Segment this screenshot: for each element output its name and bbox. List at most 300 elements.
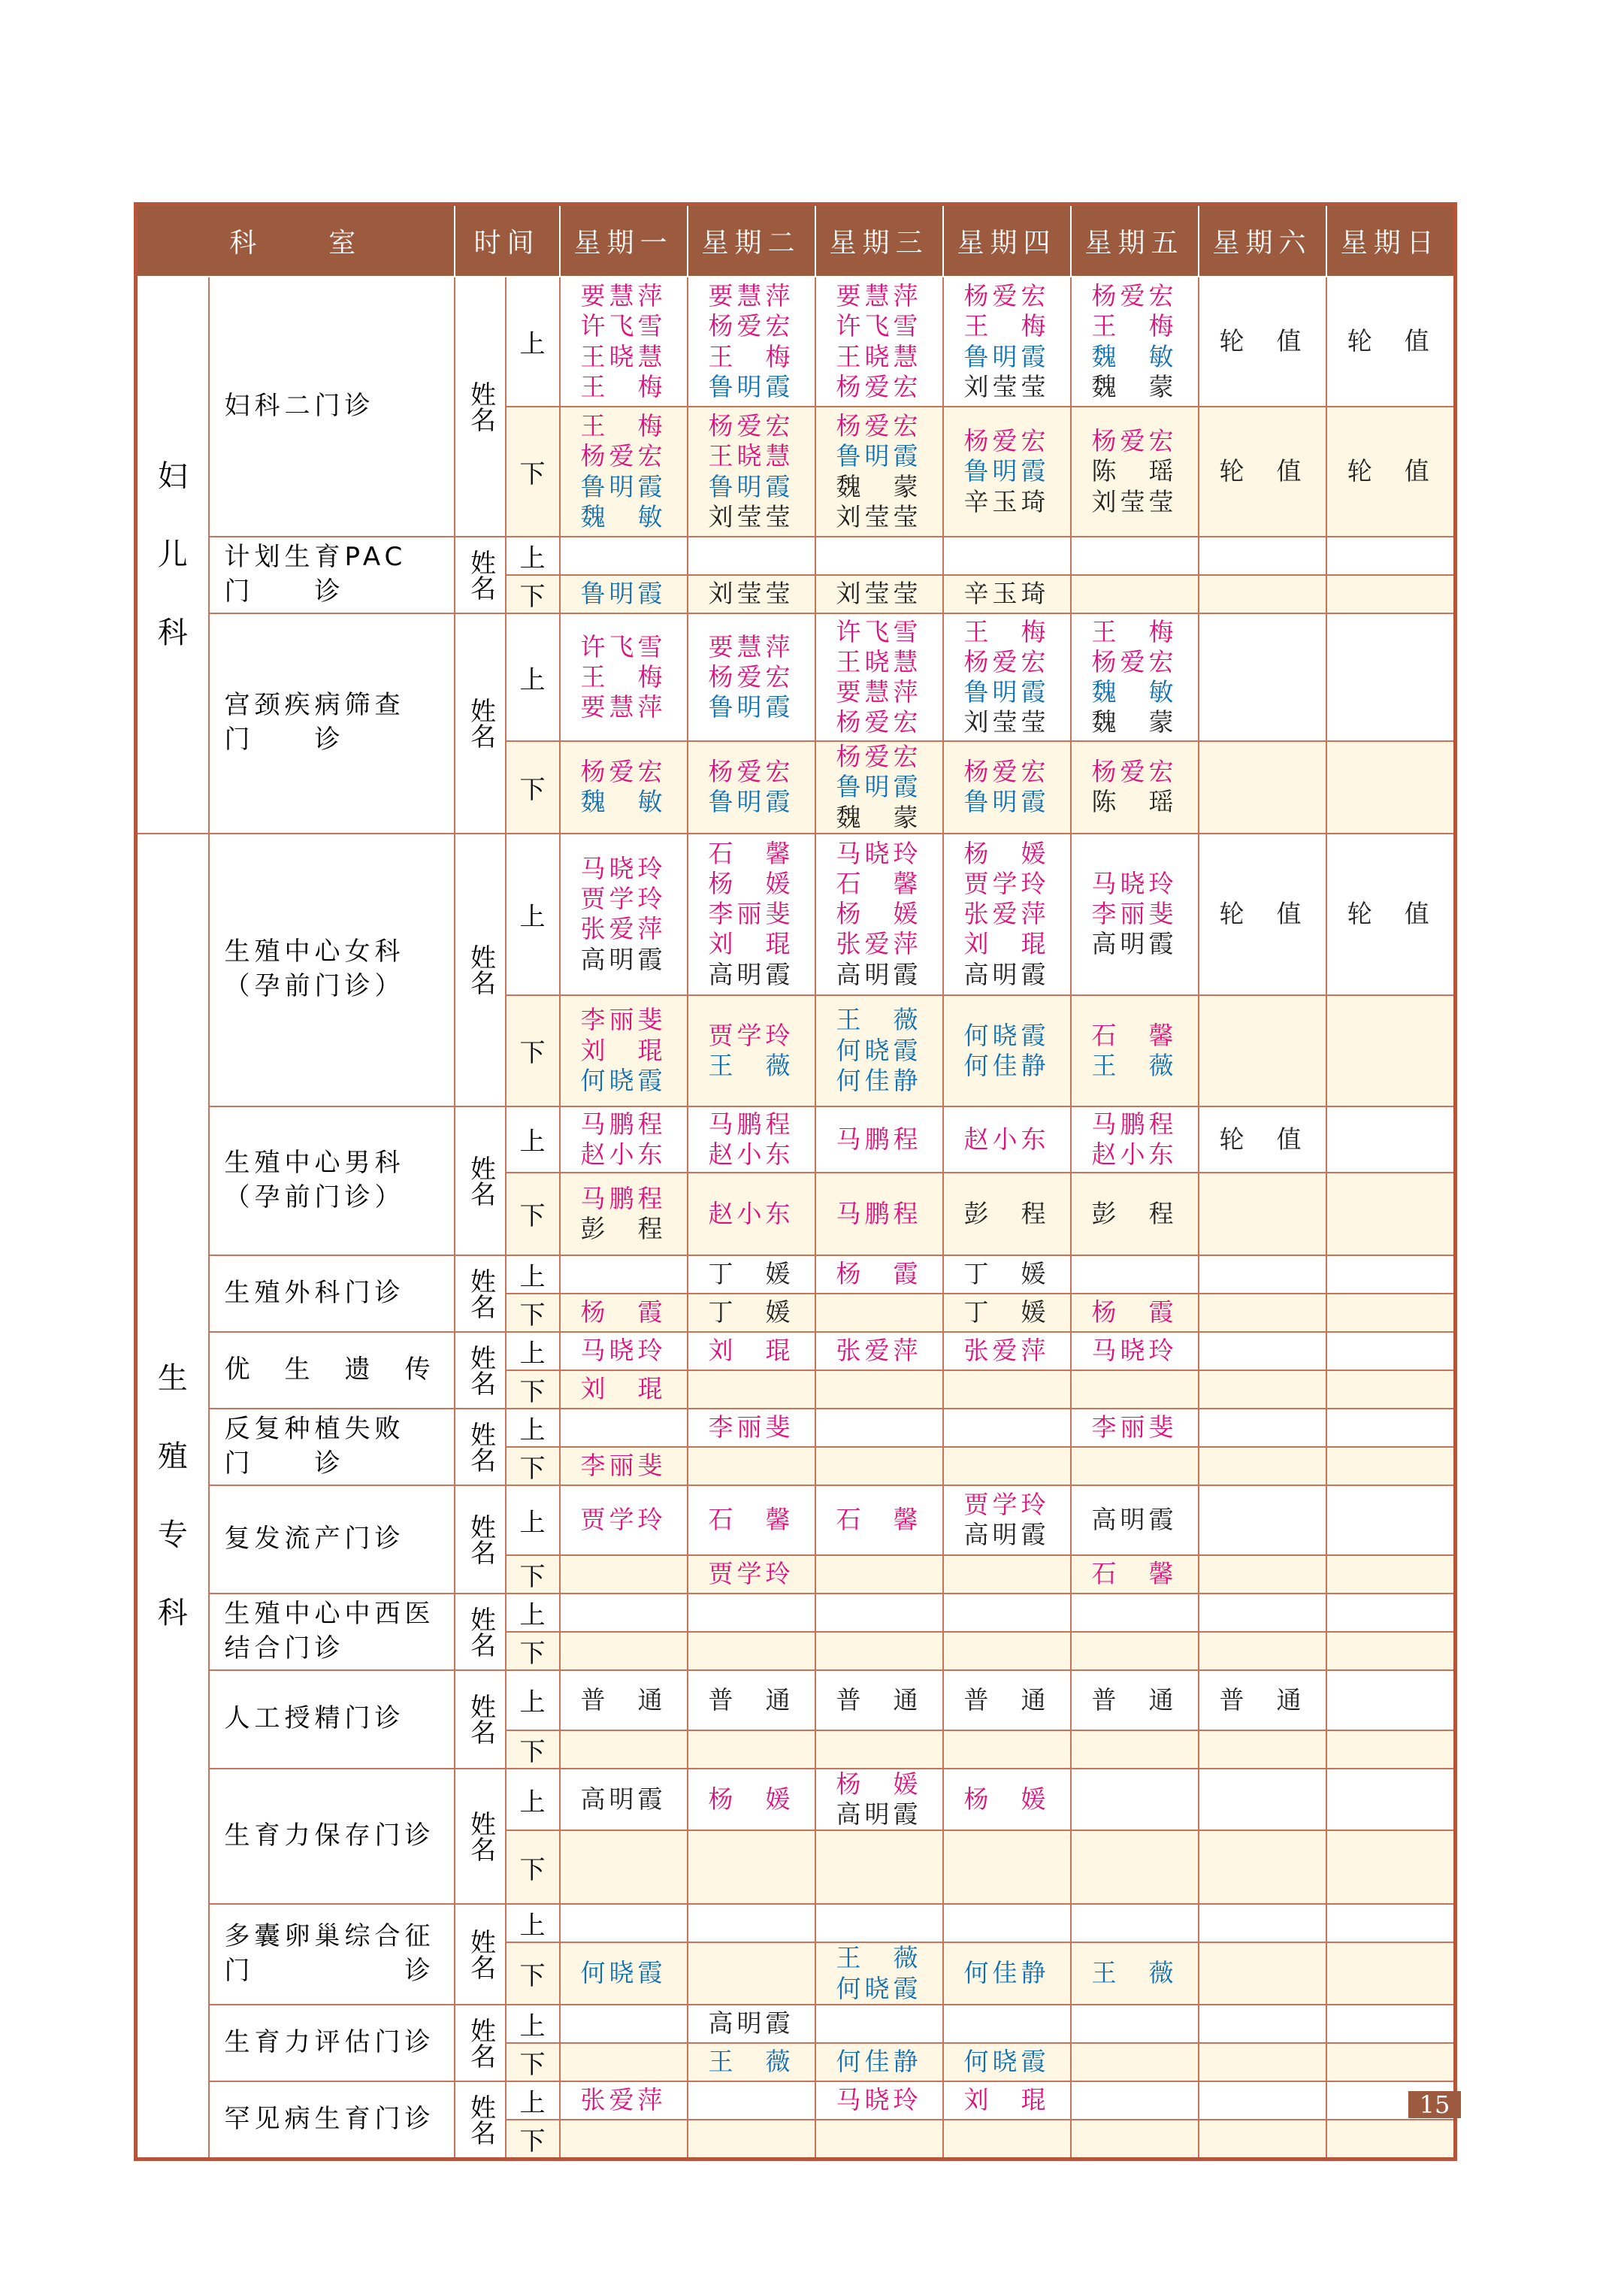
day-cell [560, 1904, 688, 1942]
day-cell [1199, 2120, 1326, 2160]
schedule-row-am [136, 1594, 1456, 1632]
doctor-name: 刘莹莹 [708, 579, 794, 609]
doctor-name: 杨爱宏 [836, 371, 922, 401]
doctor-name: 刘莹莹 [836, 579, 922, 609]
doctor-name: 鲁明霞 [963, 677, 1050, 707]
day-cell [688, 995, 815, 1106]
day-cell [943, 1255, 1071, 1294]
day-cell [943, 2081, 1071, 2120]
time-slot-pm: 下 [506, 1173, 560, 1255]
day-cell [1199, 1370, 1326, 1409]
day-cell [1071, 1670, 1199, 1730]
doctor-name: 马晓玲 [580, 853, 667, 883]
day-cell [560, 834, 688, 995]
day-cell [1071, 2043, 1199, 2081]
day-cell [815, 1594, 943, 1632]
doctor-name: 马鹏程 [836, 1124, 922, 1154]
clinic-name [209, 1409, 455, 1485]
doctor-name: 刘莹莹 [1091, 486, 1178, 516]
day-cell [1199, 1830, 1326, 1904]
doctor-name: 马晓玲 [836, 2085, 922, 2115]
day-cell [943, 1106, 1071, 1173]
doctor-name: 何晓霞 [580, 1958, 667, 1988]
day-cell [815, 1106, 943, 1173]
day-cell [688, 1730, 815, 1769]
doctor-name: 马晓玲 [580, 1336, 667, 1366]
day-cell [688, 1594, 815, 1632]
clinic-name-line: 生殖中心中西医 [224, 1598, 435, 1629]
day-cell [688, 575, 815, 613]
clinic-name-line: 罕见病生育门诊 [224, 2103, 435, 2134]
doctor-name: 魏 蒙 [836, 802, 922, 832]
day-cell [943, 575, 1071, 613]
day-cell [1326, 575, 1456, 613]
header-day-wed: 星期三 [815, 204, 943, 277]
clinic-name-line: 人工授精门诊 [224, 1703, 405, 1734]
day-cell [688, 2120, 815, 2160]
doctor-name: 李丽斐 [580, 1451, 667, 1481]
name-label: 姓名 [455, 537, 506, 613]
day-cell [1199, 1594, 1326, 1632]
day-cell [688, 1447, 815, 1485]
category-char: 妇 [157, 459, 188, 495]
day-cell [1071, 1173, 1199, 1255]
day-cell [1199, 1255, 1326, 1294]
day-cell [688, 1106, 815, 1173]
day-cell [1326, 537, 1456, 575]
doctor-name: 杨 媛 [963, 838, 1050, 868]
day-cell [1326, 1555, 1456, 1594]
clinic-name [209, 613, 455, 834]
name-label: 姓名 [455, 1769, 506, 1905]
day-cell [1071, 1632, 1199, 1670]
day-cell [560, 1370, 688, 1409]
doctor-name: 何晓霞 [963, 1020, 1050, 1050]
day-cell [943, 2043, 1071, 2081]
day-cell [1071, 1730, 1199, 1769]
doctor-name: 赵小东 [580, 1139, 667, 1169]
day-cell [688, 2081, 815, 2120]
day-cell [815, 1370, 943, 1409]
doctor-name: 高明霞 [580, 944, 667, 974]
schedule-row-am [136, 1106, 1456, 1173]
schedule-row-am [136, 1409, 1456, 1447]
day-cell [1326, 741, 1456, 834]
doctor-name: 杨 媛 [708, 1784, 794, 1814]
time-slot-pm: 下 [506, 1730, 560, 1769]
doctor-name: 石 馨 [836, 868, 922, 898]
doctor-name: 杨 媛 [836, 1769, 922, 1799]
header-day-tue: 星期二 [688, 204, 815, 277]
day-cell [943, 1594, 1071, 1632]
day-cell [560, 277, 688, 407]
day-cell [815, 741, 943, 834]
day-cell [1326, 1670, 1456, 1730]
day-cell [560, 1830, 688, 1904]
day-cell [1199, 1730, 1326, 1769]
time-slot-pm: 下 [506, 2120, 560, 2160]
doctor-name: 鲁明霞 [836, 772, 922, 802]
clinic-name-line: 计划生育PAC [224, 542, 407, 573]
header-day-fri: 星期五 [1071, 204, 1199, 277]
day-cell [1326, 995, 1456, 1106]
doctor-name: 刘莹莹 [708, 501, 794, 531]
doctor-name: 张爱萍 [836, 1336, 922, 1366]
name-label: 姓名 [455, 834, 506, 1106]
doctor-name: 杨爱宏 [580, 441, 667, 471]
day-cell [1071, 613, 1199, 741]
day-cell [815, 613, 943, 741]
doctor-name: 王晓慧 [836, 646, 922, 676]
doctor-name: 石 馨 [836, 1505, 922, 1535]
clinic-name [209, 1255, 455, 1332]
name-label: 姓名 [455, 1594, 506, 1670]
day-cell [943, 995, 1071, 1106]
doctor-name: 杨 霞 [1091, 1297, 1178, 1327]
day-cell [560, 1670, 688, 1730]
time-slot-pm: 下 [506, 1632, 560, 1670]
clinic-name-line: （孕前门诊） [224, 971, 405, 1002]
day-cell [688, 537, 815, 575]
clinic-name-line: 门 诊 [224, 1956, 435, 1986]
doctor-name: 鲁明霞 [963, 341, 1050, 371]
doctor-name: 轮 值 [1219, 899, 1305, 929]
clinic-name [209, 1904, 455, 2005]
doctor-name: 彭 程 [580, 1213, 667, 1243]
doctor-name: 贾学玲 [963, 868, 1050, 898]
doctor-name: 杨爱宏 [963, 426, 1050, 456]
day-cell [688, 1173, 815, 1255]
day-cell [1071, 1447, 1199, 1485]
clinic-name [209, 2081, 455, 2160]
time-slot-am: 上 [506, 537, 560, 575]
day-cell [815, 1332, 943, 1370]
day-cell [815, 2120, 943, 2160]
doctor-name: 丁 媛 [708, 1259, 794, 1289]
day-cell [1326, 1594, 1456, 1632]
time-slot-am: 上 [506, 1332, 560, 1370]
day-cell [943, 1294, 1071, 1332]
day-cell [688, 1632, 815, 1670]
day-cell [560, 1409, 688, 1447]
day-cell [560, 1255, 688, 1294]
day-cell [815, 1632, 943, 1670]
day-cell [1326, 277, 1456, 407]
doctor-name: 杨 霞 [580, 1297, 667, 1327]
time-slot-am: 上 [506, 2005, 560, 2043]
day-cell [1326, 1447, 1456, 1485]
doctor-name: 杨爱宏 [836, 742, 922, 771]
day-cell [1326, 834, 1456, 995]
category-char: 殖 [157, 1439, 188, 1474]
doctor-name: 杨爱宏 [708, 411, 794, 440]
doctor-name: 普 通 [1091, 1684, 1178, 1715]
day-cell [943, 1409, 1071, 1447]
doctor-name: 张爱萍 [963, 899, 1050, 929]
day-cell [688, 407, 815, 537]
doctor-name: 杨 霞 [836, 1259, 922, 1289]
doctor-name: 何佳静 [836, 1065, 922, 1095]
doctor-name: 赵小东 [708, 1139, 794, 1169]
day-cell [815, 1555, 943, 1594]
doctor-name: 杨爱宏 [580, 757, 667, 787]
day-cell [815, 1670, 943, 1730]
clinic-name [209, 1332, 455, 1409]
time-slot-pm: 下 [506, 1294, 560, 1332]
schedule-row-am [136, 1255, 1456, 1294]
clinic-name-line: 生殖中心男科 [224, 1147, 405, 1178]
day-cell [560, 2081, 688, 2120]
schedule-body [136, 277, 1456, 2159]
doctor-name: 普 通 [836, 1684, 922, 1715]
day-cell [1199, 2043, 1326, 2081]
doctor-name: 石 馨 [708, 838, 794, 868]
clinic-name [209, 1106, 455, 1255]
doctor-name: 魏 敏 [580, 787, 667, 817]
clinic-name [209, 1769, 455, 1905]
day-cell [1199, 1485, 1326, 1555]
day-cell [943, 277, 1071, 407]
doctor-name: 张爱萍 [580, 914, 667, 944]
day-cell [560, 741, 688, 834]
schedule-row-am [136, 834, 1456, 995]
day-cell [1071, 1769, 1199, 1831]
day-cell [1199, 2081, 1326, 2120]
day-cell [688, 1830, 815, 1904]
day-cell [815, 1942, 943, 2005]
doctor-name: 刘莹莹 [963, 707, 1050, 737]
day-cell [943, 1730, 1071, 1769]
day-cell [815, 1409, 943, 1447]
doctor-name: 高明霞 [836, 1799, 922, 1829]
doctor-name: 高明霞 [963, 959, 1050, 989]
doctor-name: 贾学玲 [708, 1559, 794, 1589]
day-cell [1071, 2120, 1199, 2160]
doctor-name: 张爱萍 [580, 2085, 667, 2115]
day-cell [1071, 277, 1199, 407]
time-slot-am: 上 [506, 613, 560, 741]
doctor-name: 鲁明霞 [708, 692, 794, 722]
day-cell [1071, 1294, 1199, 1332]
day-cell [1071, 1255, 1199, 1294]
doctor-name: 张爱萍 [963, 1336, 1050, 1366]
time-slot-pm: 下 [506, 1447, 560, 1485]
day-cell [815, 1255, 943, 1294]
doctor-name: 普 通 [963, 1684, 1050, 1715]
clinic-name [209, 1485, 455, 1594]
doctor-name: 普 通 [1219, 1684, 1305, 1715]
doctor-name: 王 梅 [580, 661, 667, 692]
day-cell [943, 1942, 1071, 2005]
doctor-name: 王 梅 [963, 311, 1050, 341]
clinic-name-line: 复发流产门诊 [224, 1523, 405, 1554]
day-cell [560, 1942, 688, 2005]
doctor-name: 魏 蒙 [836, 471, 922, 501]
doctor-name: 许飞雪 [580, 631, 667, 661]
time-slot-am: 上 [506, 1904, 560, 1942]
schedule-row-am [136, 277, 1456, 407]
doctor-name: 杨爱宏 [708, 311, 794, 341]
doctor-name: 杨爱宏 [1091, 646, 1178, 676]
name-label: 姓名 [455, 2081, 506, 2160]
doctor-name: 许飞雪 [836, 311, 922, 341]
day-cell [1199, 1670, 1326, 1730]
day-cell [1326, 1332, 1456, 1370]
clinic-name [209, 537, 455, 613]
doctor-name: 马鹏程 [836, 1198, 922, 1228]
clinic-name [209, 1670, 455, 1769]
header-day-mon: 星期一 [560, 204, 688, 277]
doctor-name: 杨爱宏 [1091, 281, 1178, 310]
day-cell [1326, 1409, 1456, 1447]
doctor-name: 魏 敏 [1091, 677, 1178, 707]
doctor-name: 石 馨 [708, 1505, 794, 1535]
doctor-name: 何晓霞 [963, 2047, 1050, 2077]
day-cell [688, 1670, 815, 1730]
doctor-name: 王 梅 [1091, 311, 1178, 341]
day-cell [1199, 407, 1326, 537]
day-cell [815, 1294, 943, 1332]
doctor-name: 要慧萍 [836, 281, 922, 310]
doctor-name: 贾学玲 [963, 1490, 1050, 1519]
doctor-name: 石 馨 [1091, 1020, 1178, 1050]
clinic-name-line: 反复种植失败 [224, 1413, 405, 1444]
day-cell [1071, 2005, 1199, 2043]
schedule-row-am [136, 1769, 1456, 1831]
day-cell [1199, 2005, 1326, 2043]
doctor-name: 彭 程 [1091, 1198, 1178, 1228]
day-cell [1071, 1370, 1199, 1409]
day-cell [815, 1730, 943, 1769]
doctor-name: 陈 瑶 [1091, 787, 1178, 817]
day-cell [943, 834, 1071, 995]
doctor-name: 普 通 [708, 1684, 794, 1715]
day-cell [943, 407, 1071, 537]
day-cell [1326, 1769, 1456, 1831]
doctor-name: 张爱萍 [836, 929, 922, 959]
doctor-name: 要慧萍 [836, 677, 922, 707]
time-slot-pm: 下 [506, 1555, 560, 1594]
doctor-name: 刘莹莹 [836, 501, 922, 531]
day-cell [688, 1904, 815, 1942]
doctor-name: 王 梅 [963, 616, 1050, 646]
day-cell [1326, 2005, 1456, 2043]
day-cell [943, 1555, 1071, 1594]
day-cell [1199, 575, 1326, 613]
clinic-name [209, 2005, 455, 2081]
doctor-name: 鲁明霞 [963, 456, 1050, 486]
time-slot-pm: 下 [506, 741, 560, 834]
day-cell [1326, 1255, 1456, 1294]
day-cell [688, 834, 815, 995]
schedule-row-am [136, 1670, 1456, 1730]
time-slot-am: 上 [506, 1409, 560, 1447]
doctor-name: 王晓慧 [836, 341, 922, 371]
day-cell [943, 537, 1071, 575]
day-cell [943, 2005, 1071, 2043]
doctor-name: 刘莹莹 [963, 371, 1050, 401]
doctor-name: 丁 媛 [963, 1259, 1050, 1289]
doctor-name: 魏 敏 [580, 501, 667, 531]
day-cell [1199, 1173, 1326, 1255]
day-cell [1199, 741, 1326, 834]
doctor-name: 轮 值 [1219, 326, 1305, 356]
doctor-name: 刘 琨 [708, 929, 794, 959]
day-cell [560, 537, 688, 575]
day-cell [1199, 1409, 1326, 1447]
doctor-name: 马晓玲 [836, 838, 922, 868]
clinic-name-line: 生殖中心女科 [224, 937, 405, 967]
doctor-name: 贾学玲 [580, 884, 667, 913]
day-cell [688, 1332, 815, 1370]
doctor-name: 王 梅 [708, 341, 794, 371]
doctor-name: 轮 值 [1347, 899, 1433, 929]
name-label: 姓名 [455, 613, 506, 834]
doctor-name: 李丽斐 [708, 899, 794, 929]
doctor-name: 杨爱宏 [963, 281, 1050, 310]
doctor-name: 马晓玲 [1091, 1336, 1178, 1366]
clinic-name [209, 1594, 455, 1670]
day-cell [943, 741, 1071, 834]
day-cell [1326, 2043, 1456, 2081]
doctor-name: 要慧萍 [708, 281, 794, 310]
time-slot-am: 上 [506, 1670, 560, 1730]
doctor-name: 鲁明霞 [708, 787, 794, 817]
doctor-name: 高明霞 [1091, 929, 1178, 959]
day-cell [560, 1447, 688, 1485]
category-char: 生 [157, 1360, 188, 1396]
doctor-name: 鲁明霞 [580, 471, 667, 501]
doctor-name: 赵小东 [1091, 1139, 1178, 1169]
doctor-name: 何佳静 [836, 2047, 922, 2077]
day-cell [815, 1769, 943, 1831]
clinic-name-line: 优 生 遗 传 [224, 1354, 435, 1385]
name-label: 姓名 [455, 1409, 506, 1485]
day-cell [688, 2005, 815, 2043]
doctor-name: 许飞雪 [580, 311, 667, 341]
category-char: 专 [157, 1517, 188, 1552]
doctor-name: 轮 值 [1219, 1124, 1305, 1154]
time-slot-am: 上 [506, 1255, 560, 1294]
doctor-name: 杨爱宏 [1091, 426, 1178, 456]
doctor-name: 刘 琨 [708, 1336, 794, 1366]
day-cell [943, 1173, 1071, 1255]
doctor-name: 辛玉琦 [963, 486, 1050, 516]
day-cell [560, 2120, 688, 2160]
clinic-schedule-table [134, 202, 1457, 2161]
day-cell [1326, 407, 1456, 537]
day-cell [688, 277, 815, 407]
doctor-name: 要慧萍 [708, 631, 794, 661]
doctor-name: 杨 媛 [836, 899, 922, 929]
doctor-name: 杨 媛 [963, 1784, 1050, 1814]
day-cell [1199, 1942, 1326, 2005]
day-cell [1326, 2120, 1456, 2160]
day-cell [815, 277, 943, 407]
day-cell [560, 1294, 688, 1332]
doctor-name: 杨爱宏 [836, 707, 922, 737]
doctor-name: 高明霞 [708, 2008, 794, 2038]
doctor-name: 王 薇 [708, 2047, 794, 2077]
day-cell [688, 2043, 815, 2081]
name-label: 姓名 [455, 277, 506, 537]
day-cell [1199, 1904, 1326, 1942]
day-cell [1199, 1769, 1326, 1831]
doctor-name: 刘 琨 [580, 1374, 667, 1404]
day-cell [943, 1332, 1071, 1370]
doctor-name: 王晓慧 [708, 441, 794, 471]
doctor-name: 高明霞 [836, 959, 922, 989]
